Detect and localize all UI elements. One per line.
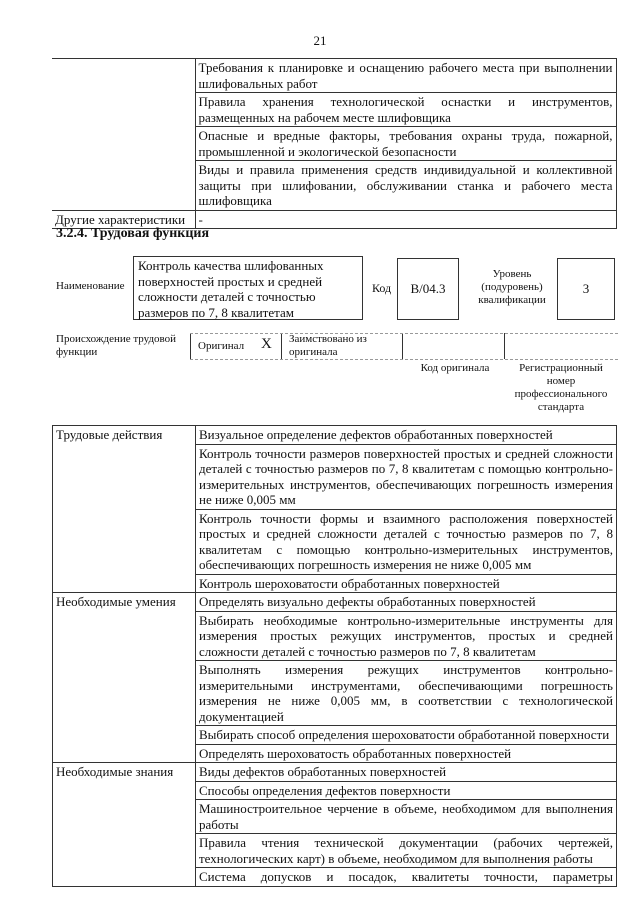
table-row: Виды дефектов обработанных поверхностей (196, 763, 617, 782)
table-row: Определять визуально дефекты обработанных поверхностей (196, 593, 617, 612)
table-row: Машиностроительное черчение в объеме, необходимом для выполнения работы (196, 800, 617, 834)
code-value: В/04.3 (397, 258, 459, 320)
actions-label: Трудовые действия (53, 426, 196, 593)
divider (190, 333, 191, 359)
divider (190, 359, 618, 360)
function-name: Контроль качества шлифованных поверхностей простых и средней сложности деталей с точностью размеров по 7, 8 квалитетам (133, 256, 363, 320)
reg-number-label: Регистрационный номер профессионального стандарта (514, 362, 608, 413)
table-row: Правила хранения технологической оснастки и инструментов, размещенных на рабочем месте шлифовщика (195, 93, 616, 127)
original-label: Оригинал (198, 340, 245, 352)
origin-label: Происхождение трудовой функции (56, 333, 177, 358)
table-row: Контроль точности размеров поверхностей простых и средней сложности деталей с точностью размеров по 7, 8 квалитетам с помощью контрольно-измерительных инструментов, обеспечивающих погрешность измерения не ниже 0,005 мм (196, 444, 617, 509)
code-label: Код (372, 281, 392, 295)
table-row: Контроль шероховатости обработанных поверхностей (196, 574, 617, 593)
borrowed-label: Заимствовано из оригинала (289, 333, 367, 358)
divider (402, 333, 403, 359)
table-row: Требования к планировке и оснащению рабочего места при выполнении шлифовальных работ (195, 59, 616, 93)
table-row: Система допусков и посадок, квалитеты точности, параметры (196, 868, 617, 887)
table-row: Виды и правила применения средств индивидуальной и коллективной защиты при шлифовании, обслуживании станка и рабочего места шлифовщика (195, 161, 616, 211)
original-mark: X (261, 336, 272, 352)
empty-label-cell (52, 59, 195, 211)
section-title: 3.2.4. Трудовая функция (56, 226, 210, 241)
knowledge-label: Необходимые знания (53, 763, 196, 887)
other-label: Другие характеристики (52, 210, 195, 229)
table-row: Опасные и вредные факторы, требования охраны труда, пожарной, промышленной и экологической безопасности (195, 127, 616, 161)
table-row: Выбирать способ определения шероховатости обработанной поверхности (196, 726, 617, 745)
level-value: 3 (557, 258, 615, 320)
table-row: Определять шероховатость обработанных поверхностей (196, 744, 617, 763)
other-value: - (195, 210, 616, 229)
table-row: Правила чтения технической документации (рабочих чертежей, технологических карт) в объеме, необходимом для выполнения работы (196, 834, 617, 868)
requirements-table (52, 58, 617, 229)
divider (281, 333, 282, 359)
level-label: Уровень (подуровень) квалификации (478, 268, 546, 306)
skills-label: Необходимые умения (53, 593, 196, 763)
table-row: Способы определения дефектов поверхности (196, 781, 617, 800)
divider (190, 333, 618, 334)
table-row: Контроль точности формы и взаимного расположения поверхностей простых и средней сложности деталей с точностью размеров по 7, 8 квалитетам с помощью контрольно-измерительных инструментов, обеспечивающих погрешность измерения не ниже 0,005 мм (196, 509, 617, 574)
divider (504, 333, 505, 359)
page-number: 21 (313, 33, 327, 48)
table-row: Выбирать необходимые контрольно-измерительные инструменты для измерения простых режущих инструментов, простых и средней сложности деталей с точностью размеров по 7, 8 квалитетам (196, 611, 617, 661)
name-label: Наименование (56, 280, 125, 292)
details-table (52, 425, 617, 887)
table-row: Выполнять измерения режущих инструментов контрольно-измерительными инструментами, обеспечивающими погрешность измерения не ниже 0,005 мм, в соответствии с технологической документацией (196, 661, 617, 726)
code-original-label: Код оригинала (420, 362, 490, 374)
table-row: Визуальное определение дефектов обработанных поверхностей (196, 426, 617, 445)
